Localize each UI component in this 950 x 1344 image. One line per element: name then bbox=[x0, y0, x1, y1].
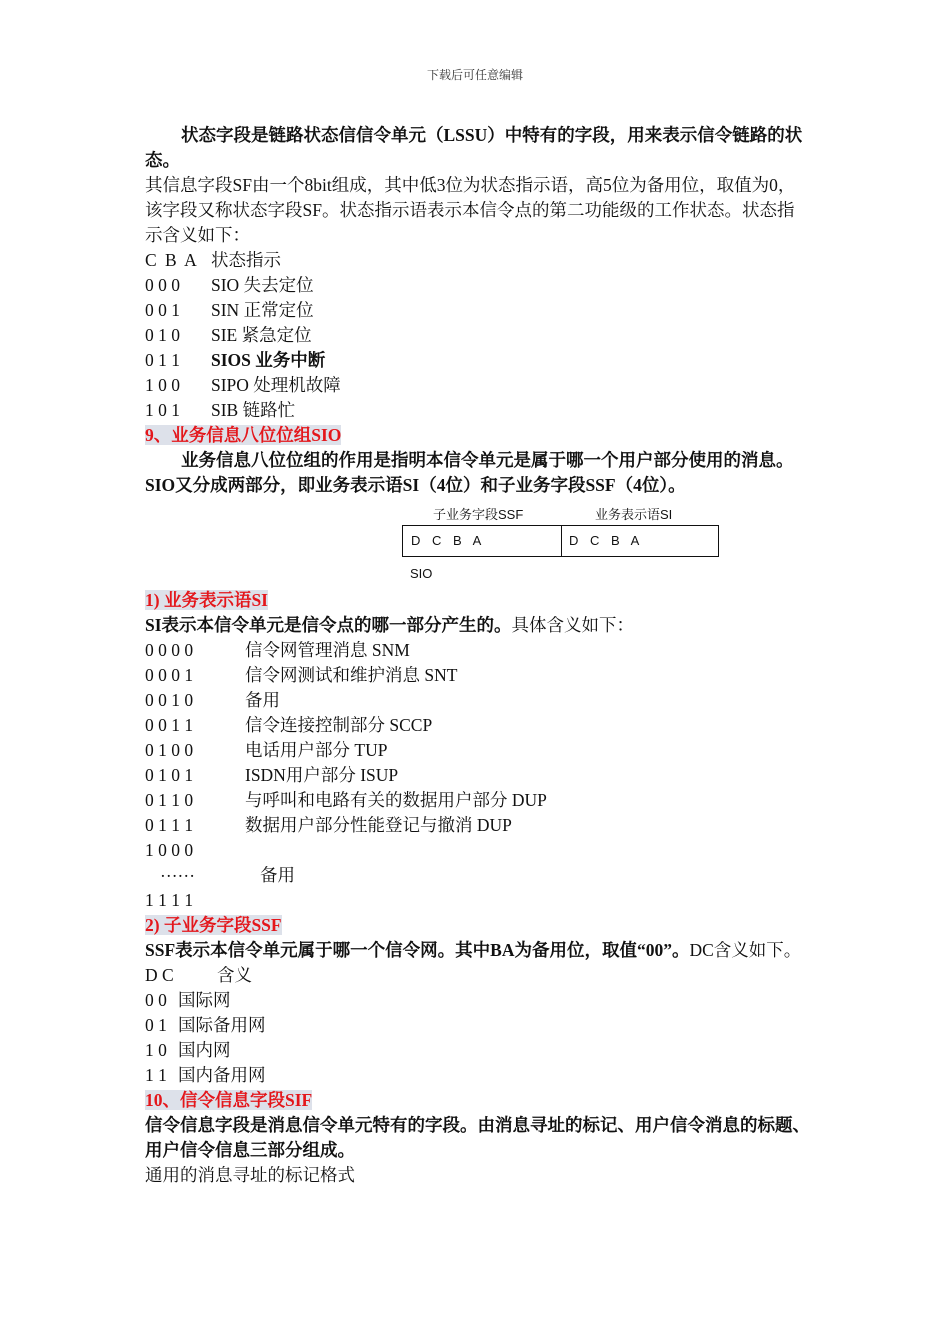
status-meaning: SIE 紧急定位 bbox=[211, 325, 312, 345]
ssf-code: 1 1 bbox=[145, 1065, 167, 1085]
si-row bbox=[145, 663, 810, 688]
status-code: 0 0 0 bbox=[145, 275, 180, 295]
status-meaning: SIPO 处理机故障 bbox=[211, 375, 341, 395]
si-ellipsis: …… bbox=[160, 861, 195, 881]
page-header: 下载后可任意编辑 bbox=[426, 68, 523, 82]
status-code: 1 0 1 bbox=[145, 400, 180, 420]
ssf-meaning: 国内备用网 bbox=[178, 1065, 266, 1085]
section-9-heading: 9、业务信息八位位组SIO bbox=[145, 425, 342, 445]
ssf-meaning: 国际网 bbox=[178, 990, 231, 1010]
ssf-bits-cell: D C B A bbox=[403, 526, 562, 556]
si-meaning: 数据用户部分性能登记与撤消 DUP bbox=[245, 815, 512, 835]
status-row bbox=[145, 273, 810, 298]
si-row bbox=[145, 638, 810, 663]
si-code: 0 1 0 1 bbox=[145, 765, 194, 785]
ssf-intro-rest: DC含义如下。 bbox=[689, 940, 802, 960]
si-range-meaning: 备用 bbox=[260, 865, 295, 885]
ssf-heading: 2) 子业务字段SSF bbox=[145, 915, 282, 935]
si-code: 0 1 1 1 bbox=[145, 815, 194, 835]
si-code: 0 0 0 1 bbox=[145, 665, 194, 685]
status-meaning: SIN 正常定位 bbox=[211, 300, 314, 320]
ssf-row bbox=[145, 1013, 810, 1038]
si-meaning: 备用 bbox=[245, 690, 280, 710]
si-code: 0 1 1 0 bbox=[145, 790, 194, 810]
si-code: 0 0 1 1 bbox=[145, 715, 194, 735]
si-meaning: 信令网管理消息 SNM bbox=[245, 640, 410, 660]
si-range-start: 1 0 0 0 bbox=[145, 840, 194, 860]
si-range-end: 1 1 1 1 bbox=[145, 890, 194, 910]
status-meaning: SIOS 业务中断 bbox=[211, 350, 326, 370]
status-code: 0 1 0 bbox=[145, 325, 180, 345]
status-meaning: SIB 链路忙 bbox=[211, 400, 296, 420]
section-10-heading: 10、信令信息字段SIF bbox=[145, 1090, 313, 1110]
ssf-code: 0 0 bbox=[145, 990, 167, 1010]
status-row bbox=[145, 348, 810, 373]
si-intro-bold: SI表示本信令单元是信令点的哪一部分产生的。 bbox=[145, 615, 512, 635]
si-intro-line bbox=[145, 613, 810, 638]
sio-label: SIO bbox=[410, 566, 433, 581]
si-meaning: 信令网测试和维护消息 SNT bbox=[245, 665, 458, 685]
sif-paragraph: 信令信息字段是消息信令单元特有的字段。由消息寻址的标记、用户信令消息的标题、用户信令信息三部分组成。 bbox=[145, 1115, 810, 1160]
si-row bbox=[145, 688, 810, 713]
status-code: 1 0 0 bbox=[145, 375, 180, 395]
si-row bbox=[145, 813, 810, 838]
section-9-heading-line bbox=[145, 423, 810, 448]
lssu-intro-paragraph: 状态字段是链路状态信信令单元（LSSU）中特有的字段，用来表示信令链路的状态。 bbox=[145, 125, 803, 170]
ssf-header-meaning: 含义 bbox=[217, 965, 252, 985]
ssf-intro-bold: SSF表示本信令单元属于哪一个信令网。其中BA为备用位，取值“00”。 bbox=[145, 940, 690, 960]
si-label: 业务表示语SI bbox=[595, 507, 673, 522]
section-10-heading-line bbox=[145, 1088, 810, 1113]
ssf-code: 0 1 bbox=[145, 1015, 167, 1035]
status-code: 0 1 1 bbox=[145, 350, 180, 370]
si-meaning: ISDN用户部分 ISUP bbox=[245, 765, 399, 785]
sf-description-paragraph: 其信息字段SF由一个8bit组成，其中低3位为状态指示语，高5位为备用位，取值为0，该字段又称状态字段SF。状态指示语表示本信令点的第二功能级的工作状态。状态指示含义如下： bbox=[145, 175, 796, 245]
si-heading: 1) 业务表示语SI bbox=[145, 590, 268, 610]
ssf-row bbox=[145, 988, 810, 1013]
sio-diagram bbox=[145, 498, 810, 588]
sio-octet-box bbox=[402, 525, 719, 557]
si-meaning: 与呼叫和电路有关的数据用户部分 DUP bbox=[245, 790, 547, 810]
label-format-caption: 通用的消息寻址的标记格式 bbox=[145, 1165, 355, 1185]
ssf-row bbox=[145, 1038, 810, 1063]
si-range-ellipsis-line bbox=[145, 863, 810, 888]
si-row bbox=[145, 738, 810, 763]
status-meaning: SIO 失去定位 bbox=[211, 275, 314, 295]
si-heading-line bbox=[145, 588, 810, 613]
si-code: 0 0 1 0 bbox=[145, 690, 194, 710]
status-row bbox=[145, 398, 810, 423]
status-table-header bbox=[145, 248, 810, 273]
ssf-meaning: 国内网 bbox=[178, 1040, 231, 1060]
status-header-code: C B A bbox=[145, 250, 199, 270]
si-bits-cell: D C B A bbox=[569, 533, 644, 548]
ssf-header-code: D C bbox=[145, 965, 174, 985]
si-meaning: 电话用户部分 TUP bbox=[245, 740, 388, 760]
si-row bbox=[145, 788, 810, 813]
status-row bbox=[145, 373, 810, 398]
si-row bbox=[145, 763, 810, 788]
sio-paragraph: 业务信息八位位组的作用是指明本信令单元是属于哪一个用户部分使用的消息。SIO又分成两部分，即业务表示语SI（4位）和子业务字段SSF（4位）。 bbox=[145, 450, 794, 495]
status-row bbox=[145, 298, 810, 323]
ssf-heading-line bbox=[145, 913, 810, 938]
ssf-intro-paragraph bbox=[145, 938, 810, 963]
ssf-label: 子业务字段SSF bbox=[433, 507, 524, 522]
document-body bbox=[145, 123, 810, 1188]
si-meaning: 信令连接控制部分 SCCP bbox=[245, 715, 433, 735]
ssf-table-header bbox=[145, 963, 810, 988]
status-code: 0 0 1 bbox=[145, 300, 180, 320]
ssf-code: 1 0 bbox=[145, 1040, 167, 1060]
status-header-meaning: 状态指示 bbox=[211, 250, 281, 270]
ssf-meaning: 国际备用网 bbox=[178, 1015, 266, 1035]
ssf-row bbox=[145, 1063, 810, 1088]
si-code: 0 1 0 0 bbox=[145, 740, 194, 760]
status-row bbox=[145, 323, 810, 348]
si-code: 0 0 0 0 bbox=[145, 640, 194, 660]
si-intro-rest: 具体含义如下： bbox=[511, 615, 635, 635]
si-row bbox=[145, 713, 810, 738]
